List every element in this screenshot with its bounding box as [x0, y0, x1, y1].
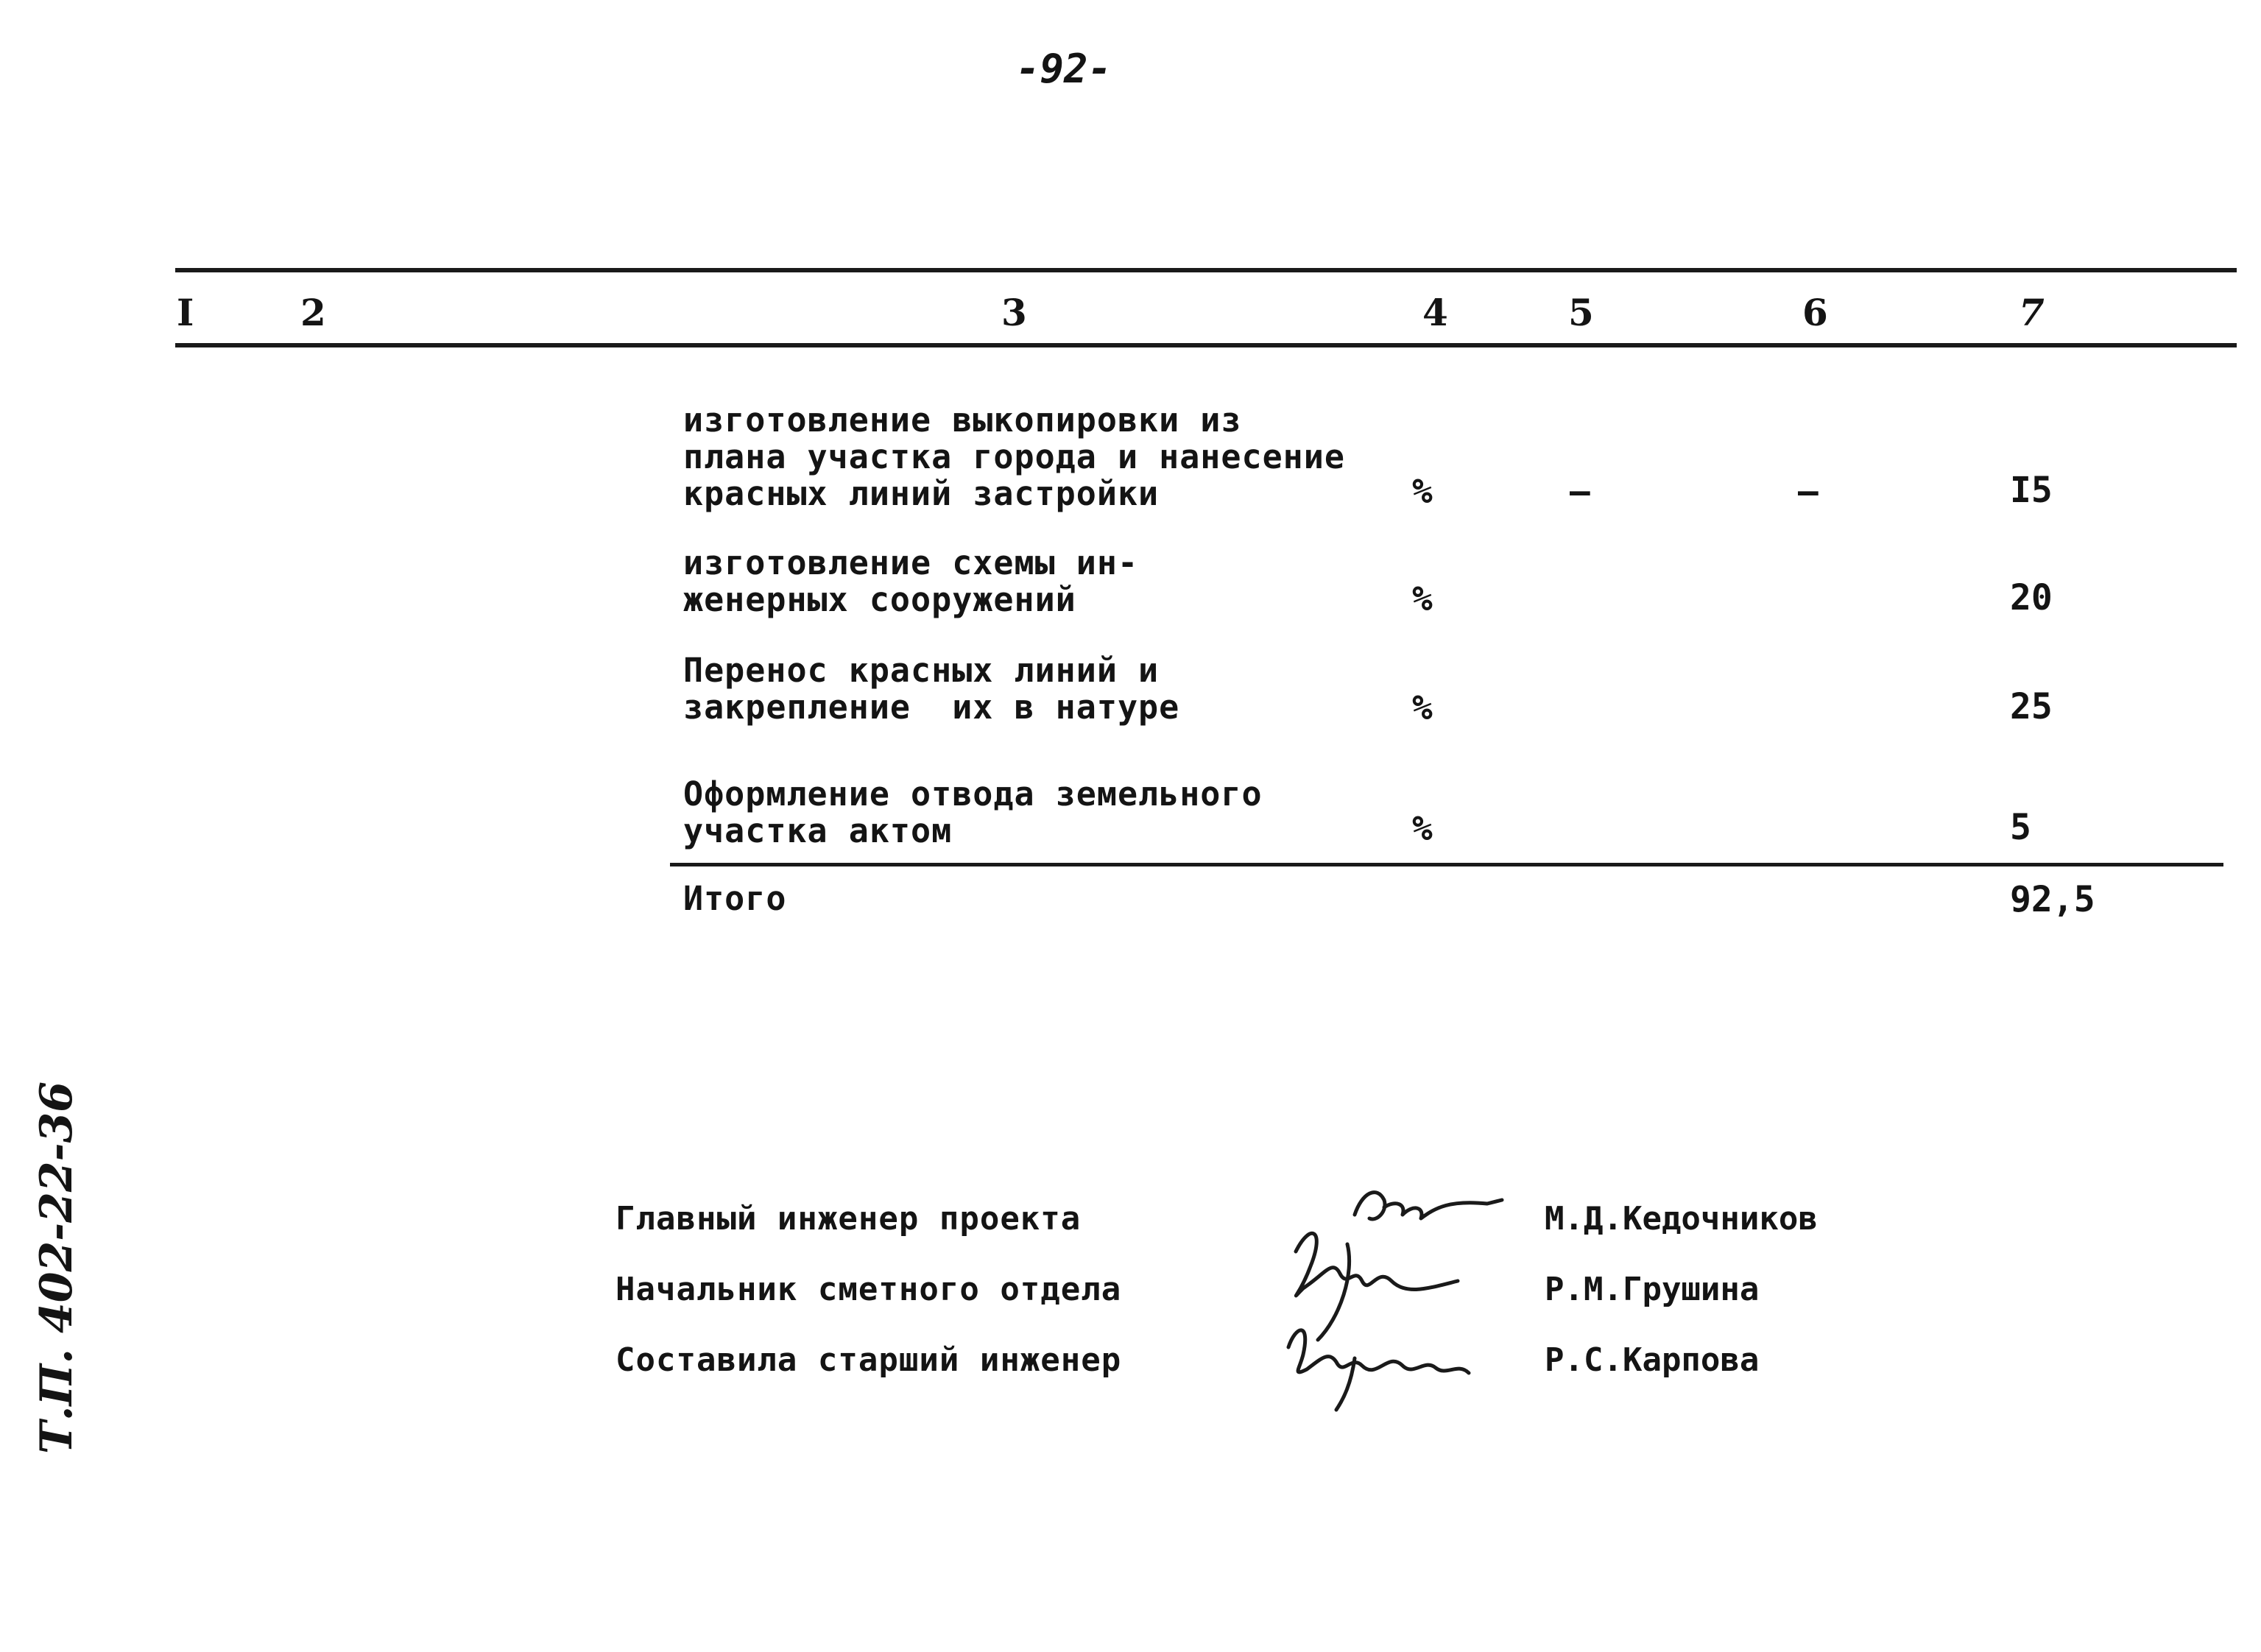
row-unit: %	[1412, 688, 1433, 727]
row-value: 25	[2010, 686, 2053, 727]
row-description: изготовление схемы ин- женерных сооружений	[683, 543, 1139, 619]
header-col-6: 6	[1802, 291, 1828, 334]
signature-stroke-3	[1318, 1244, 1350, 1340]
signature-stroke-4	[1288, 1330, 1469, 1373]
row-description: изготовление выкопировки из плана участка города и нанесение красных линий застройки	[683, 400, 1345, 513]
signature-name: М.Д.Кедочников	[1545, 1200, 1818, 1238]
handwritten-signatures	[1266, 1171, 1546, 1413]
row-unit: %	[1412, 808, 1433, 848]
row-unit: %	[1412, 579, 1433, 618]
header-col-3: 3	[1001, 291, 1027, 334]
header-col-4: 4	[1422, 291, 1448, 334]
row-value: 5	[2010, 807, 2031, 848]
header-col-2: 2	[300, 291, 326, 334]
header-col-7: 7	[2019, 291, 2045, 334]
signature-stroke-2	[1296, 1233, 1458, 1296]
row-unit: %	[1412, 471, 1433, 511]
table-header-rule	[175, 343, 2237, 347]
signature-role: Главный инженер проекта	[615, 1200, 1082, 1238]
total-label: Итого	[683, 879, 787, 918]
total-rule	[670, 863, 2223, 866]
header-col-5: 5	[1568, 291, 1594, 334]
row-value: 20	[2010, 577, 2053, 618]
side-document-code: Т.П. 402-22-36	[31, 1081, 82, 1454]
row-value: I5	[2010, 470, 2053, 511]
signature-role: Составила старший инженер	[615, 1341, 1122, 1379]
header-col-1: I	[177, 291, 194, 334]
signature-name: Р.М.Грушина	[1545, 1271, 1760, 1308]
total-value: 92,5	[2010, 879, 2095, 920]
row-col5: –	[1570, 471, 1590, 511]
signature-role: Начальник сметного отдела	[615, 1271, 1122, 1308]
table-top-rule	[175, 268, 2237, 272]
page-number: -92-	[1016, 46, 1112, 92]
row-description: Оформление отвода земельного участка актом	[683, 774, 1263, 850]
signature-stroke-1	[1355, 1193, 1502, 1219]
row-description: Перенос красных линий и закрепление их в натуре	[683, 651, 1180, 727]
signature-name: Р.С.Карпова	[1545, 1341, 1760, 1379]
row-col6: –	[1798, 471, 1819, 511]
